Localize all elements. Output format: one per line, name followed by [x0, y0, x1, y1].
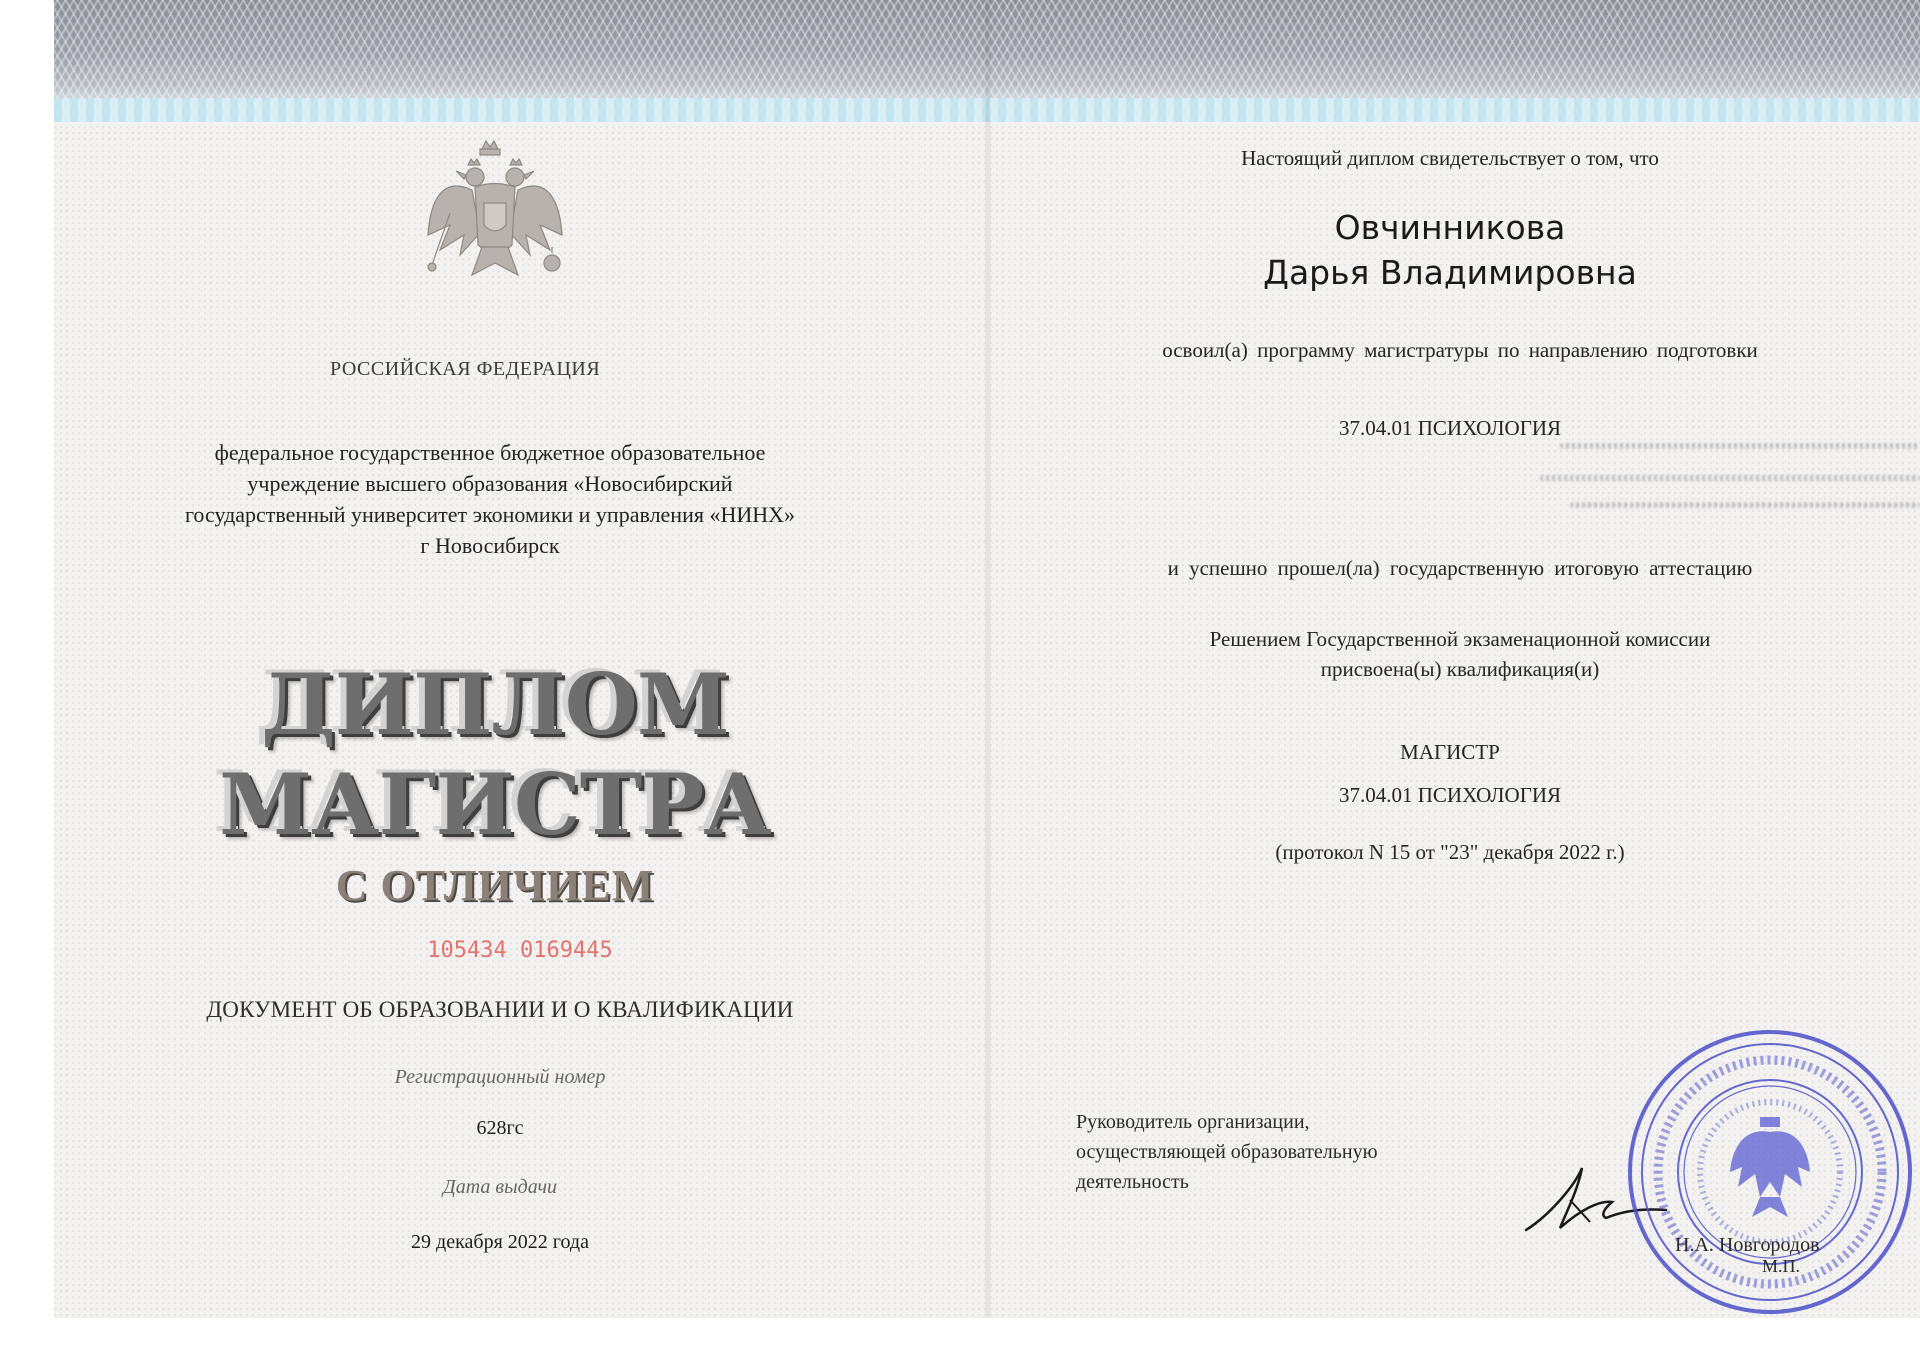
attestation-text: и успешно прошел(ла) государственную итоговую аттестацию	[1167, 556, 1753, 580]
page-fold	[985, 0, 991, 1318]
registration-number: 628гс	[476, 1117, 524, 1139]
commission-decision	[1080, 624, 1840, 684]
seal-mark: М.П.	[1762, 1256, 1801, 1276]
faded-text-line	[1560, 443, 1920, 449]
institution-line: учреждение высшего образования «Новосибирский	[247, 471, 733, 496]
serial-number: 105434 0169445	[427, 938, 613, 963]
honors-label: С ОТЛИЧИЕМ	[335, 861, 655, 910]
decision-line: присвоена(ы) квалификация(и)	[1320, 657, 1600, 681]
issue-date: 29 декабря 2022 года	[411, 1231, 589, 1253]
institution-line: федеральное государственное бюджетное образовательное	[214, 440, 766, 465]
faded-text-line	[1570, 502, 1920, 508]
program-code: 37.04.01 ПСИХОЛОГИЯ	[1338, 416, 1562, 440]
signatory-line: Руководитель организации,	[1076, 1111, 1310, 1133]
signatory-line: осуществляющей образовательную	[1076, 1141, 1378, 1163]
diploma-title-line1: ДИПЛОМ	[261, 655, 729, 754]
country-name: РОССИЙСКАЯ ФЕДЕРАЦИЯ	[330, 358, 601, 380]
institution-name	[110, 437, 870, 561]
faded-text-line	[1540, 475, 1920, 481]
qualification-program: 37.04.01 ПСИХОЛОГИЯ	[1338, 783, 1562, 807]
issue-date-label: Дата выдачи	[442, 1176, 558, 1198]
signatory-title	[1076, 1107, 1378, 1197]
decision-line: Решением Государственной экзаменационной комиссии	[1209, 627, 1711, 651]
document-type: ДОКУМЕНТ ОБ ОБРАЗОВАНИИ И О КВАЛИФИКАЦИИ	[206, 997, 794, 1022]
graduate-name	[1150, 205, 1750, 295]
protocol-reference: (протокол N 15 от "23" декабря 2022 г.)	[1275, 840, 1625, 864]
institution-line: государственный университет экономики и управления «НИНХ»	[184, 502, 796, 527]
signer-name: Н.А. Новгородов	[1675, 1234, 1820, 1256]
double-headed-eagle-icon	[420, 135, 570, 295]
graduate-given-names: Дарья Владимировна	[1263, 253, 1637, 292]
diploma-title-line2: МАГИСТРА	[219, 755, 771, 854]
registration-label: Регистрационный номер	[394, 1066, 606, 1088]
mastered-program-text: освоил(а) программу магистратуры по направлению подготовки	[1162, 338, 1758, 362]
qualification: МАГИСТР	[1400, 740, 1500, 764]
official-seal-icon	[1620, 1022, 1920, 1322]
signatory-line: деятельность	[1076, 1171, 1189, 1193]
intro-text: Настоящий диплом свидетельствует о том, что	[1241, 146, 1659, 170]
graduate-surname: Овчинникова	[1334, 208, 1566, 247]
institution-city: г Новосибирск	[420, 533, 560, 558]
